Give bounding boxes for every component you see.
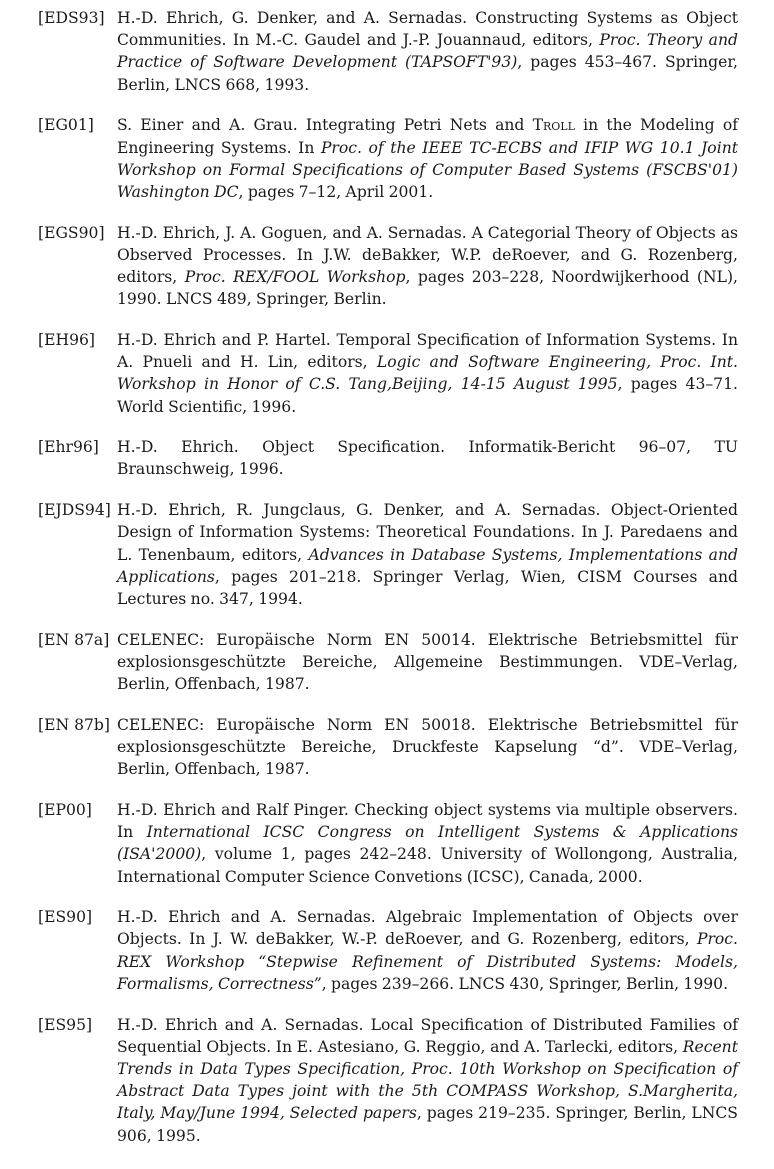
citation-key: [EP00] <box>38 800 92 819</box>
reference-segment: H.-D. Ehrich and Ralf Pinger. Checking object systems via multiple observers. In <box>117 800 738 842</box>
reference-smallcaps: Troll <box>532 116 575 135</box>
reference-text <box>117 906 738 995</box>
reference-segment: H.-D. Ehrich, G. Denker, and A. Sernadas. Constructing Systems as Object Communities. In M.-C. Gaudel and J.-P. Jouannaud, editors, <box>117 9 738 50</box>
bibliography-entry <box>38 1014 738 1147</box>
reference-title-italic: International ICSC Congress on Intelligent Systems & Applications (ISA'2000) <box>117 823 739 864</box>
reference-title-italic: Logic and Software Engineering, Proc. Int. Workshop in Honor of C.S. Tang,Beijing, 14-15 August 1995 <box>117 353 738 394</box>
bibliography-entry <box>38 7 738 96</box>
reference-segment: , pages 203–228, Noordwijkerhood (NL), 1990. LNCS 489, Springer, Berlin. <box>117 268 739 309</box>
reference-text <box>117 7 738 96</box>
reference-segment: H.-D. Ehrich and A. Sernadas. Algebraic Implementation of Objects over Objects. In J. W. deBakker, W.-P. deRoever, and G. Rozenberg, editors, <box>117 908 738 949</box>
reference-segment: , pages 201–218. Springer Verlag, Wien, CISM Courses and Lectures no. 347, 1994. <box>117 567 738 608</box>
bibliography-entry <box>38 799 738 888</box>
reference-text <box>117 499 738 610</box>
citation-key: [Ehr96] <box>38 438 99 457</box>
reference-segment: H.-D. Ehrich. Object Specification. Informatik-Bericht 96–07, TU Braunschweig, 1996. <box>117 438 738 479</box>
citation-key: [EGS90] <box>38 223 105 242</box>
citation-key: [EDS93] <box>38 9 105 27</box>
citation-key: [EN 87a] <box>38 630 110 649</box>
reference-title-italic: Recent Trends in Data Types Specification, Proc. 10th Workshop on Specification of Abstract Data Types joint with the 5th COMPASS Workshop, S.Margherita, Italy, May/June 1994, Selected papers <box>117 1037 738 1123</box>
reference-text <box>117 329 738 418</box>
citation-key: [EG01] <box>38 116 94 135</box>
bibliography-entry <box>38 906 738 995</box>
reference-segment: H.-D. Ehrich, J. A. Goguen, and A. Sernadas. A Categorial Theory of Objects as Observed Processes. In J.W. deBakker, W.P. deRoever, and G. Rozenberg, editors, <box>117 223 738 287</box>
reference-segment: , pages 43–71. World Scientific, 1996. <box>117 375 738 416</box>
reference-text <box>117 222 738 311</box>
reference-title-italic: Advances in Database Systems, Implementations and Applications <box>117 545 738 586</box>
citation-key: [ES90] <box>38 908 93 927</box>
bibliography <box>38 7 738 1165</box>
reference-title-italic: Proc. Theory and Practice of Software Development (TAPSOFT'93) <box>117 31 738 72</box>
reference-text <box>117 799 738 888</box>
reference-segment: H.-D. Ehrich and A. Sernadas. Local Specification of Distributed Families of Sequential Objects. In E. Astesiano, G. Reggio, and A. Tarlecki, editors, <box>117 1015 738 1056</box>
reference-text <box>117 114 738 203</box>
reference-title-italic: Proc. of the IEEE TC-ECBS and IFIP WG 10.1 Joint Workshop on Formal Specifications of Computer Based Systems (FSCBS'01) Washington DC <box>117 138 738 201</box>
bibliography-entry <box>38 714 738 781</box>
citation-key: [EH96] <box>38 330 95 349</box>
reference-text <box>117 629 738 696</box>
reference-segment: H.-D. Ehrich, R. Jungclaus, G. Denker, and A. Sernadas. Object-Oriented Design of Information Systems: Theoretical Foundations. In J. Paredaens and L. Tenenbaum, editors, <box>117 501 738 564</box>
reference-title-italic: Proc. REX Workshop “Stepwise Refinement of Distributed Systems: Models, Formalisms, Correctness” <box>117 930 738 993</box>
bibliography-entry <box>38 629 738 696</box>
reference-segment: H.-D. Ehrich and P. Hartel. Temporal Specification of Information Systems. In A. Pnueli and H. Lin, editors, <box>117 330 738 372</box>
citation-key: [EJDS94] <box>38 501 111 520</box>
reference-text <box>117 1014 738 1147</box>
reference-segment: CELENEC: Europäische Norm EN 50014. Elektrische Betriebsmittel für explosionsgeschützte Bereiche, Allgemeine Bestimmungen. VDE–Verlag, Berlin, Offenbach, 1987. <box>117 630 738 694</box>
bibliography-entry <box>38 499 738 610</box>
reference-title-italic: Proc. REX/FOOL Workshop <box>184 268 406 287</box>
reference-segment: in the Modeling of Engineering Systems. In <box>117 116 738 157</box>
reference-segment: , pages 239–266. LNCS 430, Springer, Berlin, 1990. <box>321 974 729 993</box>
citation-key: [ES95] <box>38 1015 93 1034</box>
bibliography-entry <box>38 329 738 418</box>
citation-key: [EN 87b] <box>38 715 110 734</box>
reference-segment: S. Einer and A. Grau. Integrating Petri Nets and <box>117 116 533 135</box>
reference-segment: CELENEC: Europäische Norm EN 50018. Elektrische Betriebsmittel für explosionsgeschützte Bereiche, Druckfeste Kapselung “d”. VDE–Verlag, Berlin, Offenbach, 1987. <box>117 715 738 779</box>
reference-segment: , pages 453–467. Springer, Berlin, LNCS 668, 1993. <box>117 53 739 94</box>
bibliography-entry <box>38 114 738 203</box>
reference-segment: , volume 1, pages 242–248. University of Wollongong, Australia, International Computer Science Convetions (ICSC), Canada, 2000. <box>117 845 738 886</box>
reference-segment: , pages 219–235. Springer, Berlin, LNCS 906, 1995. <box>117 1104 738 1145</box>
bibliography-entry <box>38 436 738 480</box>
bibliography-entry <box>38 222 738 311</box>
reference-text <box>117 436 738 480</box>
reference-segment: , pages 7–12, April 2001. <box>238 182 434 201</box>
reference-text <box>117 714 738 781</box>
